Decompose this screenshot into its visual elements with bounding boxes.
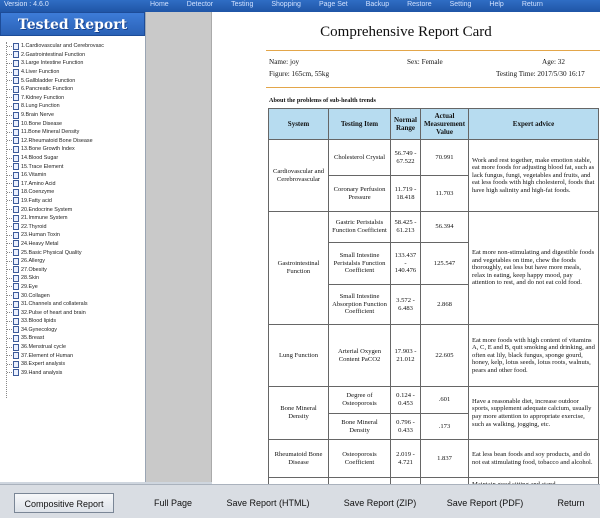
tree-item-label: 27.Obesity: [21, 266, 47, 273]
tree-item-label: 8.Lung Function: [21, 103, 60, 110]
advice-cell: Work and rest together, make emotion stable, eat more foods for adjusting blood fat, such as lack fungus, fungi, vegetables and fruits, and eat less foods with high cholesterol, foods that have high salinity and high-fat foods.: [469, 140, 599, 212]
tree-item[interactable]: [7, 205, 144, 214]
tree-connector: [7, 192, 12, 193]
tree-item-label: 22.Thyroid: [21, 223, 47, 230]
tree-connector: [7, 329, 12, 330]
tree-connector: [7, 321, 12, 322]
tree-item-label: 37.Element of Human: [21, 352, 74, 359]
tree-item-label: 38.Expert analysis: [21, 361, 66, 368]
testing-item-cell: Small Intestine Absorption Function Coefficient: [329, 285, 391, 325]
patient-figure: Figure: 165cm, 55kg: [269, 70, 330, 78]
tree-item[interactable]: [7, 145, 144, 154]
tree-connector: [7, 243, 12, 244]
normal-range-cell: 0.124 - 0.453: [391, 387, 421, 414]
tree-item[interactable]: [7, 274, 144, 283]
patient-age: Age: 32: [542, 58, 565, 66]
document-icon: [13, 86, 19, 93]
menu-item-detector[interactable]: Detector: [186, 1, 214, 8]
save-zip-button[interactable]: Save Report (ZIP): [343, 498, 417, 508]
system-cell: Lung Function: [269, 325, 329, 387]
document-icon: [13, 223, 19, 230]
document-icon: [13, 283, 19, 290]
document-icon: [13, 275, 19, 282]
tree-item[interactable]: [7, 188, 144, 197]
tree-item-label: 9.Brain Nerve: [21, 112, 54, 119]
section-heading: About the problems of sub-health trends: [269, 97, 376, 104]
tree-connector: [7, 295, 12, 296]
version-label: Version : 4.6.0: [4, 1, 49, 8]
tree-item[interactable]: [7, 94, 144, 103]
tree-connector: [7, 89, 12, 90]
document-icon: [13, 361, 19, 368]
advice-cell: Eat more non-stimulating and digestible foods and vegetables on time, chew the foods thoroughly, eat less but have more meals, relax in eating, keep happy mood, pay attention to rest, and do not eat cold food.: [469, 212, 599, 325]
preview-gutter: [146, 12, 212, 482]
document-icon: [13, 69, 19, 76]
menu-item-page-set[interactable]: Page Set: [318, 1, 348, 8]
actual-value-cell: .173: [421, 414, 469, 440]
tree-item[interactable]: [7, 197, 144, 206]
tree-item[interactable]: [7, 351, 144, 360]
tree-item-label: 2.Gastrointestinal Function: [21, 51, 86, 58]
tree-item[interactable]: [7, 257, 144, 266]
tree-item-label: 39.Hand analysis: [21, 369, 63, 376]
tree-item-label: 29.Eye: [21, 283, 38, 290]
tree-connector: [7, 235, 12, 236]
header-expert-advice: Expert advice: [469, 109, 599, 140]
tree-connector: [7, 372, 12, 373]
tree-item-label: 1.Cardiovascular and Cerebrovasc: [21, 43, 104, 50]
document-icon: [13, 77, 19, 84]
tree-connector: [7, 312, 12, 313]
tree-connector: [7, 54, 12, 55]
document-icon: [13, 172, 19, 179]
normal-range-cell: 58.425 - 61.213: [391, 212, 421, 243]
menu-item-restore[interactable]: Restore: [407, 1, 432, 8]
document-icon: [13, 344, 19, 351]
document-icon: [13, 43, 19, 50]
document-icon: [13, 318, 19, 325]
tree-item-label: 25.Basic Physical Quality: [21, 249, 82, 256]
document-icon: [13, 335, 19, 342]
tree-item[interactable]: [7, 291, 144, 300]
table-row: [269, 440, 599, 478]
tree-item[interactable]: [7, 171, 144, 180]
document-icon: [13, 258, 19, 265]
document-icon: [13, 94, 19, 101]
tree-item[interactable]: [7, 180, 144, 189]
testing-item-cell: Osteoporosis Coefficient: [329, 440, 391, 478]
normal-range-cell: 3.572 - 6.483: [391, 285, 421, 325]
testing-item-cell: Small Intestine Peristalsis Function Coefficient: [329, 243, 391, 285]
bottom-toolbar: [0, 484, 600, 518]
header-normal-range: Normal Range: [391, 109, 421, 140]
tree-item[interactable]: [7, 68, 144, 77]
tree-connector: [7, 218, 12, 219]
tree-item-label: 28.Skin: [21, 275, 39, 282]
tree-connector: [7, 149, 12, 150]
tree-item-label: 6.Pancreatic Function: [21, 86, 74, 93]
tree-connector: [7, 200, 12, 201]
tree-item[interactable]: [7, 300, 144, 309]
table-row: [269, 387, 599, 414]
tree-item-label: 11.Bone Mineral Density: [21, 129, 80, 136]
menu-item-return[interactable]: Return: [521, 1, 543, 8]
tree-item-label: 36.Menstrual cycle: [21, 344, 66, 351]
tree-connector: [7, 183, 12, 184]
tree-item-label: 10.Bone Disease: [21, 120, 63, 127]
table-row: [269, 325, 599, 387]
tree-item-label: 14.Blood Sugar: [21, 155, 59, 162]
title-divider: [266, 50, 600, 51]
tree-item[interactable]: [7, 137, 144, 146]
tree-item-label: 33.Blood lipids: [21, 318, 57, 325]
tree-item-label: 26.Allergy: [21, 258, 45, 265]
actual-value-cell: 125.547: [421, 243, 469, 285]
actual-value-cell: 22.605: [421, 325, 469, 387]
tree-item[interactable]: [7, 360, 144, 369]
testing-item-cell: Bone Mineral Density: [329, 414, 391, 440]
document-icon: [13, 60, 19, 67]
testing-item-cell: Arterial Oxygen Content PaCO2: [329, 325, 391, 387]
tree-item-label: 24.Heavy Metal: [21, 240, 59, 247]
tree-connector: [7, 347, 12, 348]
tree-connector: [7, 304, 12, 305]
document-icon: [13, 352, 19, 359]
tree-item[interactable]: [7, 326, 144, 335]
system-cell: Gastrointestinal Function: [269, 212, 329, 325]
report-tree: [6, 42, 144, 398]
tree-item[interactable]: [7, 59, 144, 68]
table-row: [269, 140, 599, 176]
actual-value-cell: 70.991: [421, 140, 469, 176]
tree-item-label: 18.Coenzyme: [21, 189, 55, 196]
document-icon: [13, 112, 19, 119]
actual-value-cell: 1.837: [421, 440, 469, 478]
testing-item-cell: Coronary Perfusion Pressure: [329, 176, 391, 212]
save-html-button[interactable]: Save Report (HTML): [226, 498, 310, 508]
tree-item[interactable]: [7, 308, 144, 317]
normal-range-cell: 133.437 - 140.476: [391, 243, 421, 285]
tree-item[interactable]: [7, 317, 144, 326]
tree-item-label: 4.Liver Function: [21, 69, 60, 76]
document-icon: [13, 137, 19, 144]
tree-item-label: 34.Gynecology: [21, 326, 57, 333]
tree-item[interactable]: [7, 334, 144, 343]
tree-item[interactable]: [7, 343, 144, 352]
top-menu: [150, 1, 543, 8]
tree-connector: [7, 166, 12, 167]
testing-time: Testing Time: 2017/5/30 16:17: [496, 70, 585, 78]
advice-cell: Have a reasonable diet, increase outdoor sports, supplement adequate calcium, usually pay more attention to appropriate exercise, such as walking, jogging, etc.: [469, 387, 599, 440]
tree-connector: [7, 140, 12, 141]
compositive-report-button[interactable]: Compositive Report: [14, 493, 114, 513]
tree-connector: [7, 252, 12, 253]
tree-item[interactable]: [7, 85, 144, 94]
tree-item-label: 7.Kidney Function: [21, 94, 65, 101]
tree-connector: [7, 97, 12, 98]
document-icon: [13, 51, 19, 58]
tree-item[interactable]: [7, 240, 144, 249]
tree-item-label: 17.Amino Acid: [21, 180, 56, 187]
tree-item[interactable]: [7, 231, 144, 240]
testing-item-cell: Gastric Peristalsis Function Coefficient: [329, 212, 391, 243]
report-title: Comprehensive Report Card: [320, 24, 492, 40]
save-pdf-button[interactable]: Save Report (PDF): [446, 498, 524, 508]
table-header-row: [269, 109, 599, 140]
tree-item[interactable]: [7, 369, 144, 378]
tree-connector: [7, 72, 12, 73]
tree-item[interactable]: [7, 214, 144, 223]
tree-connector: [7, 132, 12, 133]
document-icon: [13, 129, 19, 136]
testing-item-cell: Degree of Osteoporosis: [329, 387, 391, 414]
tree-item-label: 15.Trace Element: [21, 163, 64, 170]
document-icon: [13, 292, 19, 299]
menu-item-testing[interactable]: Testing: [231, 1, 254, 8]
header-actual-value: Actual Measurement Value: [421, 109, 469, 140]
tree-connector: [7, 123, 12, 124]
document-icon: [13, 249, 19, 256]
patient-name: Name: joy: [269, 58, 300, 66]
table-row: [269, 212, 599, 243]
tree-connector: [7, 158, 12, 159]
normal-range-cell: 2.019 - 4.721: [391, 440, 421, 478]
patient-sex: Sex: Female: [407, 58, 443, 66]
tree-item[interactable]: [7, 222, 144, 231]
tree-item[interactable]: [7, 51, 144, 60]
document-icon: [13, 197, 19, 204]
document-icon: [13, 206, 19, 213]
tree-connector: [7, 209, 12, 210]
report-page[interactable]: [212, 12, 600, 484]
tree-item-label: 23.Human Toxin: [21, 232, 60, 239]
document-icon: [13, 155, 19, 162]
document-icon: [13, 163, 19, 170]
actual-value-cell: 56.394: [421, 212, 469, 243]
tree-connector: [7, 261, 12, 262]
tree-connector: [7, 63, 12, 64]
tree-connector: [7, 175, 12, 176]
info-divider: [266, 87, 600, 88]
menu-item-shopping[interactable]: Shopping: [271, 1, 301, 8]
report-tree-panel: [0, 12, 146, 482]
system-cell: Bone Mineral Density: [269, 387, 329, 440]
report-table: [268, 108, 599, 492]
normal-range-cell: 0.796 - 0.433: [391, 414, 421, 440]
header-system: System: [269, 109, 329, 140]
tree-item-label: 21.Immune System: [21, 215, 68, 222]
document-icon: [13, 215, 19, 222]
menu-item-help[interactable]: Help: [489, 1, 504, 8]
full-page-button[interactable]: Full Page: [153, 498, 193, 508]
tree-item-label: 30.Collagen: [21, 292, 50, 299]
tree-item[interactable]: [7, 119, 144, 128]
document-icon: [13, 309, 19, 316]
tree-item[interactable]: [7, 42, 144, 51]
tree-item[interactable]: [7, 111, 144, 120]
document-icon: [13, 120, 19, 127]
document-icon: [13, 266, 19, 273]
document-icon: [13, 146, 19, 153]
menu-item-home[interactable]: Home: [150, 1, 169, 8]
system-cell: Rheumatoid Bone Disease: [269, 440, 329, 478]
document-icon: [13, 180, 19, 187]
tree-item[interactable]: [7, 76, 144, 85]
tree-item[interactable]: [7, 128, 144, 137]
document-icon: [13, 240, 19, 247]
tree-item-label: 16.Vitamin: [21, 172, 47, 179]
tree-item-label: 32.Pulse of heart and brain: [21, 309, 86, 316]
actual-value-cell: 11.703: [421, 176, 469, 212]
tree-connector: [7, 80, 12, 81]
normal-range-cell: 11.719 - 18.418: [391, 176, 421, 212]
tree-item[interactable]: [7, 248, 144, 257]
tree-connector: [7, 106, 12, 107]
menu-item-setting[interactable]: Setting: [449, 1, 472, 8]
tree-item-label: 3.Large Intestine Function: [21, 60, 84, 67]
advice-cell: Eat less bean foods and soy products, and do not eat stimulating food, tobacco and alcohol.: [469, 440, 599, 478]
tree-item[interactable]: [7, 154, 144, 163]
tree-connector: [7, 286, 12, 287]
tree-item[interactable]: [7, 162, 144, 171]
panel-title: Tested Report: [0, 12, 145, 36]
document-icon: [13, 369, 19, 376]
tree-connector: [7, 269, 12, 270]
tree-item-label: 31.Channels and collaterals: [21, 301, 88, 308]
tree-connector: [7, 355, 12, 356]
system-cell: Cardiovascular and Cerebrovascular: [269, 140, 329, 212]
tree-item-label: 5.Gallbladder Function: [21, 77, 76, 84]
normal-range-cell: 56.749 - 67.522: [391, 140, 421, 176]
tree-connector: [7, 115, 12, 116]
tree-item-label: 19.Fatty acid: [21, 197, 52, 204]
tree-item-label: 12.Rheumatoid Bone Disease: [21, 137, 93, 144]
document-icon: [13, 103, 19, 110]
actual-value-cell: 2.868: [421, 285, 469, 325]
tree-connector: [7, 278, 12, 279]
top-menu-bar: [0, 0, 600, 12]
tree-item-label: 35.Breast: [21, 335, 45, 342]
tree-connector: [7, 226, 12, 227]
document-icon: [13, 189, 19, 196]
tree-item[interactable]: [7, 265, 144, 274]
advice-cell: Eat more foods with high content of vitamins A, C, E and B, quit smoking and drinking, and often eat lily, black fungus, sponge gourd, honey, kelp, lotus seeds, lotus roots, walnuts, pears and other food.: [469, 325, 599, 387]
tree-item-label: 20.Endocrine System: [21, 206, 73, 213]
tree-item[interactable]: [7, 102, 144, 111]
tree-connector: [7, 364, 12, 365]
tree-item-label: 13.Bone Growth Index: [21, 146, 75, 153]
header-testing-item: Testing Item: [329, 109, 391, 140]
document-icon: [13, 326, 19, 333]
menu-item-backup[interactable]: Backup: [365, 1, 390, 8]
testing-item-cell: Cholesterol Crystal: [329, 140, 391, 176]
tree-connector: [7, 338, 12, 339]
actual-value-cell: .601: [421, 387, 469, 414]
document-icon: [13, 301, 19, 308]
tree-item[interactable]: [7, 283, 144, 292]
tree-connector: [7, 46, 12, 47]
return-button[interactable]: Return: [557, 498, 585, 508]
normal-range-cell: 17.903 - 21.012: [391, 325, 421, 387]
document-icon: [13, 232, 19, 239]
